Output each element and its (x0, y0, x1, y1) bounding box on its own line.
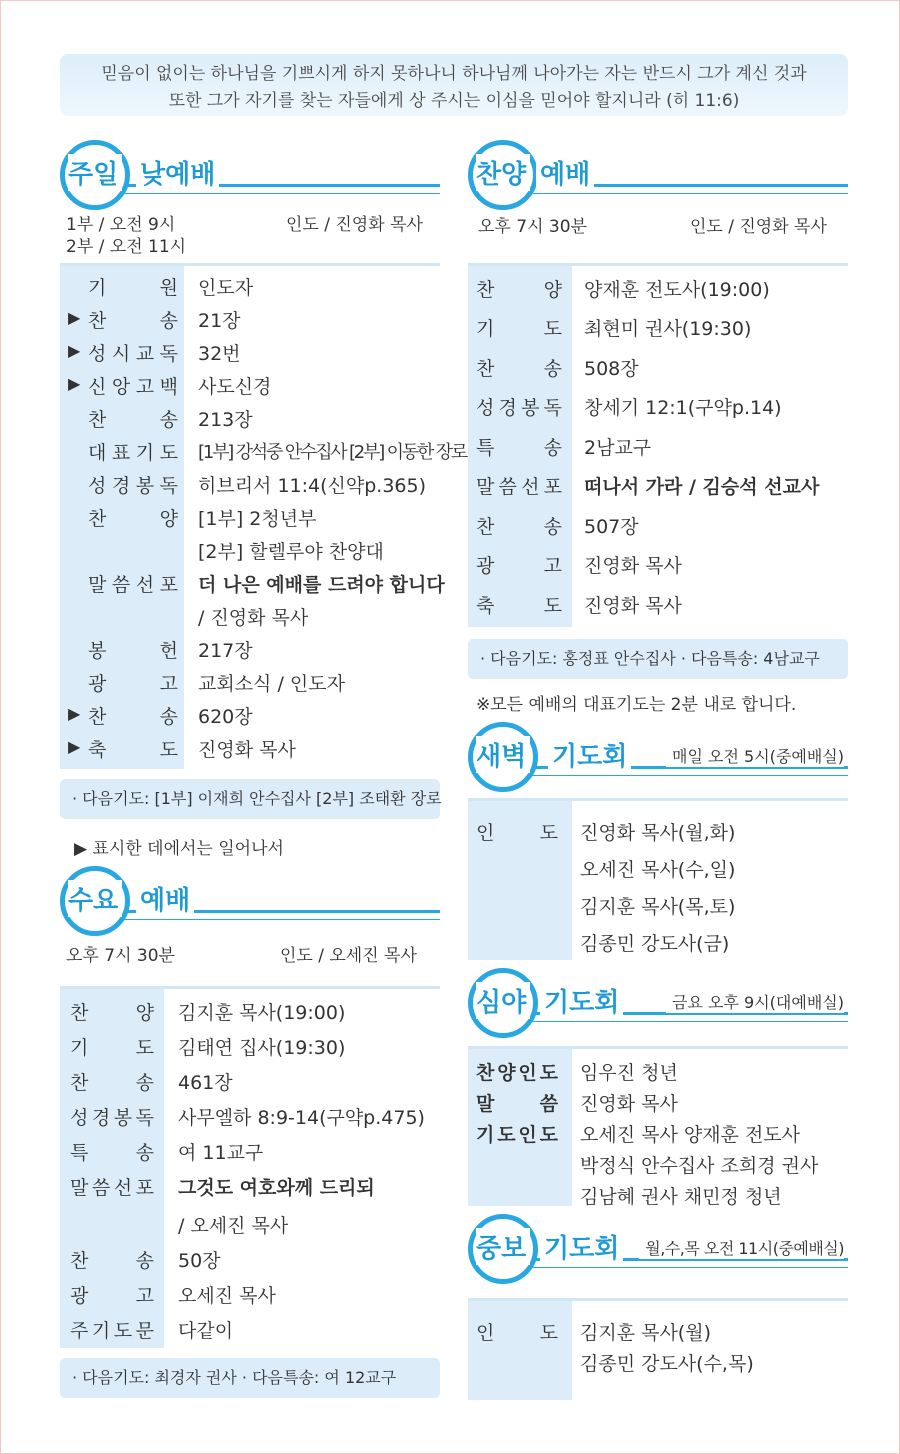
section-header-praise (468, 140, 848, 210)
section-header-night (468, 968, 848, 1038)
intercession-table (468, 1298, 848, 1400)
order-label: ▶ 신 앙 고 백 (88, 372, 178, 399)
order-value: 사무엘하 8:9-14(구약p.475) (178, 1107, 425, 1129)
section-title-b: 예배 (136, 880, 194, 917)
sermon-title: 그것도 여호와께 드리되 (178, 1177, 375, 1199)
order-label: 말 씀 선 포 (476, 476, 562, 498)
order-label: 찬 양 (70, 1002, 154, 1024)
order-value: [1부] 강석중 안수집사 [2부] 이동한 장로 (198, 442, 467, 463)
sermon-title: 떠나서 가라 / 김승석 선교사 (584, 476, 820, 498)
intercession-schedule: 월,수,목 오전 11시(중예배실) (639, 1236, 844, 1259)
leader-name: 오세진 목사(수,일) (580, 859, 736, 881)
section-header-wednesday (60, 866, 440, 936)
order-value: 여 11교구 (178, 1142, 264, 1164)
order-label: 성 경 봉 독 (88, 475, 178, 497)
order-value: 박정식 안수집사 조희경 권사 (580, 1155, 819, 1177)
order-label: 대 표 기 도 (88, 442, 178, 464)
order-label: 찬 송 (476, 358, 562, 380)
section-title-b: 낮예배 (136, 154, 219, 191)
sunday-order-table (60, 263, 467, 769)
order-value: 임우진 청년 (580, 1062, 678, 1084)
order-value: 양재훈 전도사(19:00) (584, 279, 770, 301)
order-label: 인 도 (476, 1322, 558, 1344)
order-value: 진영화 목사 (584, 555, 682, 577)
order-label: 찬 양 인 도 (476, 1062, 558, 1084)
section-title-a: 새벽 (476, 736, 530, 773)
stand-note: ▶ 표시한 데에서는 일어나서 (74, 839, 284, 859)
scripture-line-2: 또한 그가 자기를 찾는 자들에게 상 주시는 이심을 믿어야 할지니라 (히 11:6) (168, 91, 740, 111)
sunday-time-2: 2부 / 오전 11시 (66, 237, 187, 257)
section-header-sunday (60, 140, 440, 210)
wednesday-next: · 다음기도: 최경자 권사 · 다음특송: 여 12교구 (60, 1358, 440, 1398)
wednesday-order-table (60, 986, 440, 1348)
section-header-intercession (468, 1214, 848, 1284)
order-value: 507장 (584, 516, 639, 538)
order-value: 진영화 목사 (584, 595, 682, 617)
night-table (468, 1046, 848, 1206)
dawn-table (468, 798, 848, 960)
order-value: 김태연 집사(19:30) (178, 1037, 346, 1059)
order-label: 말 씀 (476, 1093, 558, 1115)
order-value: 교회소식 / 인도자 (198, 673, 345, 695)
order-value: 217장 (198, 640, 253, 662)
section-title-a: 주일 (68, 154, 122, 191)
order-value: 32번 (198, 343, 241, 365)
order-label: 찬 송 (70, 1072, 154, 1094)
order-label: 축 도 (476, 595, 562, 617)
section-title-b: 예배 (536, 154, 594, 191)
order-label: 주 기 도 문 (70, 1320, 154, 1342)
order-label: 광 고 (476, 555, 562, 577)
sunday-leader: 인도 / 진영화 목사 (286, 215, 423, 235)
order-label: 찬 양 (476, 279, 562, 301)
order-value: 620장 (198, 706, 253, 728)
order-value: 2남교구 (584, 437, 652, 459)
order-label: 광 고 (88, 673, 178, 695)
section-title-a: 찬양 (476, 154, 530, 191)
dawn-schedule: 매일 오전 5시(중예배실) (666, 744, 844, 767)
order-value: 사도신경 (198, 376, 272, 398)
order-label: ▶ 축 도 (88, 735, 178, 762)
praise-order-table (468, 263, 848, 627)
order-label: 특 송 (476, 437, 562, 459)
order-value: 김지훈 목사(19:00) (178, 1002, 346, 1024)
order-value: 최현미 권사(19:30) (584, 318, 752, 340)
sunday-time-1: 1부 / 오전 9시 (66, 215, 176, 235)
order-label: 기 도 (476, 318, 562, 340)
section-title-b: 기도회 (548, 736, 631, 773)
order-label: 말 씀 선 포 (88, 574, 178, 596)
order-label: 광 고 (70, 1285, 154, 1307)
order-label: 찬 송 (476, 516, 562, 538)
praise-time: 오후 7시 30분 (478, 217, 587, 237)
section-title-a: 중보 (476, 1228, 530, 1265)
wednesday-time: 오후 7시 30분 (66, 946, 175, 966)
order-value: 김남혜 권사 채민정 청년 (580, 1186, 782, 1208)
prayer-time-note: ※모든 예배의 대표기도는 2분 내로 합니다. (476, 695, 797, 715)
section-title-a: 심야 (476, 982, 530, 1019)
order-value: 히브리서 11:4(신약p.365) (198, 475, 427, 497)
leader-name: 김지훈 목사(목,토) (580, 896, 736, 918)
scripture-banner (60, 54, 848, 116)
order-label: ▶ 성 시 교 독 (88, 339, 178, 366)
praise-next: · 다음기도: 홍정표 안수집사 · 다음특송: 4남교구 (468, 639, 848, 679)
sunday-next-prayer: · 다음기도: [1부] 이재희 안수집사 [2부] 조태환 장로 (60, 779, 440, 819)
order-value: 창세기 12:1(구약p.14) (584, 397, 782, 419)
leader-name: 김종민 강도사(수,목) (580, 1353, 754, 1375)
order-label: 찬 송 (70, 1250, 154, 1272)
leader-name: 진영화 목사(월,화) (580, 822, 736, 844)
order-value: 213장 (198, 409, 253, 431)
order-value: 오세진 목사 양재훈 전도사 (580, 1124, 801, 1146)
order-label: 특 송 (70, 1142, 154, 1164)
scripture-line-1: 믿음이 없이는 하나님을 기쁘시게 하지 못하나니 하나님께 나아가는 자는 반드시 그가 계신 것과 (101, 64, 807, 84)
order-value: / 오세진 목사 (178, 1215, 289, 1237)
order-label: 기 도 인 도 (476, 1124, 558, 1146)
order-label: 성 경 봉 독 (70, 1107, 154, 1129)
leader-name: 김지훈 목사(월) (580, 1322, 711, 1344)
order-value: 508장 (584, 358, 639, 380)
section-header-dawn (468, 722, 848, 792)
order-value: 다같이 (178, 1320, 234, 1342)
order-value: 50장 (178, 1250, 221, 1272)
wednesday-leader: 인도 / 오세진 목사 (280, 946, 417, 966)
order-label: 찬 양 (88, 508, 178, 530)
order-value: 인도자 (198, 277, 254, 299)
order-label: ▶ 찬 송 (88, 702, 178, 729)
order-value: [1부] 2청년부 (198, 508, 317, 530)
order-label: 인 도 (476, 822, 558, 844)
order-value: 오세진 목사 (178, 1285, 276, 1307)
section-title-b: 기도회 (540, 982, 623, 1019)
sermon-title: 더 나은 예배를 드려야 합니다 (198, 574, 445, 596)
order-label: 성 경 봉 독 (476, 397, 562, 419)
section-title-a: 수요 (68, 880, 122, 917)
section-title-b: 기도회 (540, 1228, 623, 1265)
order-label: 찬 송 (88, 409, 178, 431)
order-label: ▶ 찬 송 (88, 306, 178, 333)
order-label: 기 도 (70, 1037, 154, 1059)
order-value: 461장 (178, 1072, 233, 1094)
order-label: 봉 헌 (88, 640, 178, 662)
order-value: 진영화 목사 (198, 739, 296, 761)
order-label: 말 씀 선 포 (70, 1177, 154, 1199)
order-value: 21장 (198, 310, 241, 332)
order-value: [2부] 할렐루야 찬양대 (198, 541, 384, 563)
order-value: / 진영화 목사 (198, 607, 309, 629)
order-value: 진영화 목사 (580, 1093, 678, 1115)
night-schedule: 금요 오후 9시(대예배실) (666, 990, 844, 1013)
order-label: 기 원 (88, 277, 178, 299)
praise-leader: 인도 / 진영화 목사 (690, 217, 827, 237)
leader-name: 김종민 강도사(금) (580, 933, 730, 955)
